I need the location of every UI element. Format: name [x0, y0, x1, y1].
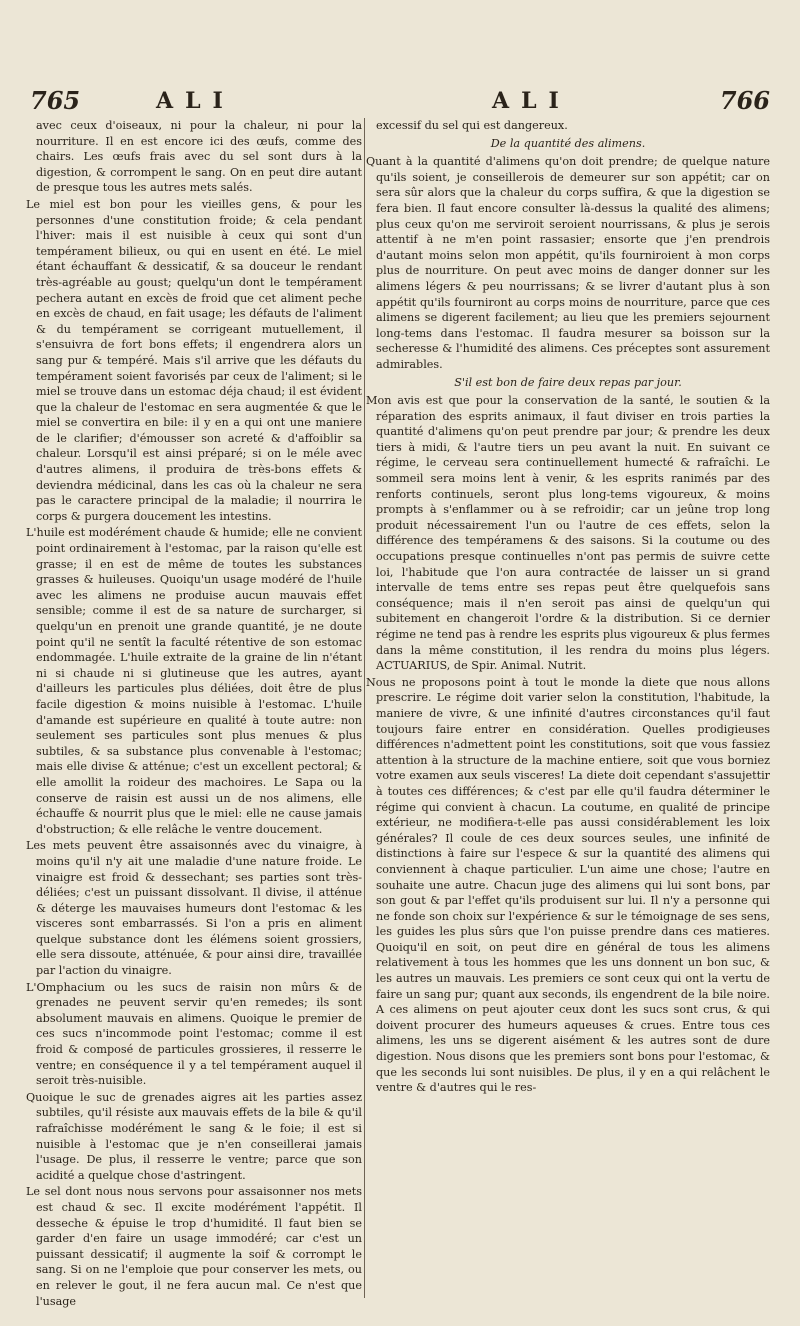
paragraph: Quant à la quantité d'alimens qu'on doit prendre; de quelque nature qu'ils soient, je conseillerois de demeurer sur son appétit; car on sera sûr alors que la chaleur du corps suffira, & que la digestion se fera bien. Il faut encore consulter là-dessus la qualité des alimens; plus ceux qu'on me serviroit seroient nourrissans, & plus je serois attentif à ne m'en point rassasier; ensorte que j'en prendrois d'autant moins selon mon appétit, qu'ils fourniroient à mon corps plus de nourriture. On peut avec moins de danger donner sur les alimens légers & peu nourrissans; & se livrer d'autant plus à son appétit qu'ils fourniront au corps moins de nourriture, parce que ces alimens se digerent facilement; au lieu que les premiers sejournent long-tems dans l'estomac. Il faudra mesurer sa boisson sur la secheresse & l'humidité des alimens. Ces préceptes sont assurement admirables. — [366, 155, 770, 371]
left-column — [26, 118, 362, 1308]
right-page-number: 766 — [719, 86, 770, 115]
paragraph: Mon avis est que pour la conservation de la santé, le soutien & la réparation des esprits animaux, il faut diviser en trois parties la quantité d'alimens qu'on peut prendre par jour; & prendre les deux tiers à midi, & l'autre tiers un peu avant la nuit. En suivant ce régime, le cerveau sera continuellement humecté & rafraîchi. Le sommeil sera moins lent à venir, & les esprits ranimés par des renforts continuels, seront plus long-tems vigoureux, & moins prompts à s'enflammer ou à se refroidir; car un jeûne trop long produit nécessairement l'un ou l'autre de ces effets, selon la différence des tempéramens & des saisons. Si la coutume ou des occupations presque continuelles n'ont pas permis de suivre cette loi, l'habitude que l'on aura contractée de laisser un si grand intervalle de tems entre ses repas peut être quelquefois sans conséquence; mais il n'en seroit pas ainsi de quelqu'un qui subitement en changeroit l'ordre & la distribution. Si ce dernier régime ne tend pas à rendre les esprits plus vigoureux & plus fermes dans la même constitution, il les rendra du moins plus légers. ACTUARIUS, de Spir. Animal. Nutrit. — [366, 394, 770, 673]
paragraph: excessif du sel qui est dangereux. — [376, 119, 568, 132]
paragraph: L'huile est modérément chaude & humide; elle ne convient point ordinairement à l'estomac, par la raison qu'elle est grasse; il en est de même de toutes les substances grasses & huileuses. Quoiqu'un usage modéré de l'huile avec les alimens ne produise aucun mauvais effet sensible; comme il est de sa nature de surcharger, si quelqu'un en prenoit une grande quantité, je ne doute point qu'il ne sentît la faculté rétentive de son estomac endommagée. L'huile extraite de la graine de lin n'étant ni si chaude ni si glutineuse que les autres, ayant d'ailleurs les particules plus déliées, doit être de plus facile digestion & moins nuisible à l'estomac. L'huile d'amande est supérieure en qualité à toute autre: non seulement ses particules sont plus menues & plus subtiles, & sa substance plus convenable à l'estomac; mais elle divise & atténue; c'est un excellent pectoral; & elle amollit la roideur des machoires. Le Sapa ou la conserve de raisin est aussi un de nos alimens, elle échauffe & nourrit plus que le miel: elle ne cause jamais d'obstruction; & elle relâche le ventre doucement. — [26, 526, 362, 836]
page-header — [30, 84, 770, 120]
right-running-title: ALI — [492, 88, 571, 114]
left-running-title: ALI — [156, 88, 235, 114]
paragraph: Nous ne proposons point à tout le monde la diete que nous allons prescrire. Le régime doit varier selon la constitution, l'habitude, la maniere de vivre, & une infinité d'autres circonstances qu'il faut toujours faire entrer en considération. Quelles prodigieuses différences n'admettent point les constitutions, soit que vous fassiez attention à la structure de la machine entiere, soit que vous borniez votre examen aux seuls visceres! La diete doit cependant s'assujettir à toutes ces différences; & c'est par elle qu'il faudra déterminer le régime qui convient à chacun. La coutume, en qualité de principe extérieur, ne modifiera-t-elle pas aussi considérablement les loix générales? Il coule de ces deux sources seules, une infinité de distinctions à faire sur l'espece & sur la quantité des alimens qui conviennent à chaque particulier. L'un aime une chose; l'autre en souhaite une autre. Chacun juge des alimens qui lui sont bons, par son gout & par l'effet qu'ils produisent sur lui. Il n'y a personne qui ne fonde son choix sur l'expérience & sur le témoignage de ses sens, les guides les plus sûrs que l'on puisse prendre dans ces matieres. Quoiqu'il en soit, on peut dire en général de tous les alimens relativement à tous les hommes que les uns donnent un bon suc, & les autres un mauvais. Les premiers ce sont ceux qui ont la vertu de faire un sang pur; quant aux seconds, ils engendrent de la bile noire. A ces alimens on peut ajouter ceux dont les sucs sont crus, & qui doivent procurer des humeurs aqueuses & crues. Entre tous ces alimens, les uns se digerent aisément & les autres sont de dure digestion. Nous disons que les premiers sont bons pour l'estomac, & que les seconds lui sont nuisibles. De plus, il y en a qui relâchent le ventre & d'autres qui le res- — [366, 675, 770, 1095]
right-column — [366, 118, 770, 1308]
paragraph: avec ceux d'oiseaux, ni pour la chaleur, ni pour la nourriture. Il en est encore ici des œufs, comme des chairs. Les œufs frais avec du sel sont durs à la digestion, & corrompent le sang. On en peut dire autant de presque tous les autres mets salés. — [36, 119, 362, 195]
paragraph: Le miel est bon pour les vieilles gens, & pour les personnes d'une constitution froide; & cela pendant l'hiver: mais il est nuisible à ceux qui sont d'un tempérament bilieux, ou qui en usent en été. Le miel étant échauffant & dessicatif, & sa douceur le rendant très-agréable au goust; quelqu'un dont le tempérament pechera autant en excès de froid que cet aliment peche en excès de chaud, en fait usage; les défauts de l'aliment & du tempérament se corrigeant mutuellement, il s'ensuivra de fort bons effets; il engendrera alors un sang pur & tempéré. Mais s'il arrive que les défauts du tempérament soient favorisés par ceux de l'aliment; si le miel se trouve dans un estomac déja chaud; il est évident que la chaleur de l'estomac en sera augmentée & que le miel se convertira en bile: il y en a qui ont une maniere de le clarifier; d'émousser son acreté & d'affoiblir sa chaleur. Lorsqu'il est ainsi préparé; si on le méle avec d'autres alimens, il produira de très-bons effets & deviendra médicinal, dans les cas où la chaleur ne sera pas le caractere principal de la maladie; il nourrira le corps & purgera doucement les intestins. — [26, 197, 362, 523]
section-heading: S'il est bon de faire deux repas par jour. — [454, 375, 682, 389]
paragraph: L'Omphacium ou les sucs de raisin non mûrs & de grenades ne peuvent servir qu'en remedes; ils sont absolument mauvais en alimens. Quoique le premier de ces sucs n'incommode point l'estomac; comme il est froid & composé de particules grossieres, il resserre le ventre; en conséquence il y a tel tempérament auquel il seroit très-nuisible. — [26, 980, 362, 1088]
paragraph: Les mets peuvent être assaisonnés avec du vinaigre, à moins qu'il n'y ait une maladie d'une nature froide. Le vinaigre est froid & dessechant; ses parties sont très-déliées; c'est un puissant dissolvant. Il divise, il atténue & déterge les mauvaises humeurs dont l'estomac & les visceres sont embarrassés. Si l'on a pris en aliment quelque substance dont les élémens soient grossiers, elle sera dissoute, atténuée, & pour ainsi dire, travaillée par l'action du vinaigre. — [26, 839, 362, 978]
column-divider — [364, 118, 365, 1298]
section-heading: De la quantité des alimens. — [490, 136, 646, 150]
left-page-number: 765 — [30, 86, 81, 115]
paragraph: Quoique le suc de grenades aigres ait les parties assez subtiles, qu'il résiste aux mauvais effets de la bile & qu'il rafraîchisse modérément le sang & le foie; il est si nuisible à l'estomac que je n'en conseillerai jamais l'usage. De plus, il resserre le ventre; parce que son acidité a quelque chose d'astringent. — [26, 1090, 362, 1182]
paragraph: Le sel dont nous nous servons pour assaisonner nos mets est chaud & sec. Il excite modérément l'appétit. Il desseche & épuise le trop d'humidité. Il faut bien se garder d'en faire un usage immodéré; car c'est un puissant dessicatif; il augmente la soif & corrompt le sang. Si on ne l'emploie que pour conserver les mets, ou en relever le gout, il ne fera aucun mal. Ce n'est que l'usage — [26, 1185, 362, 1308]
